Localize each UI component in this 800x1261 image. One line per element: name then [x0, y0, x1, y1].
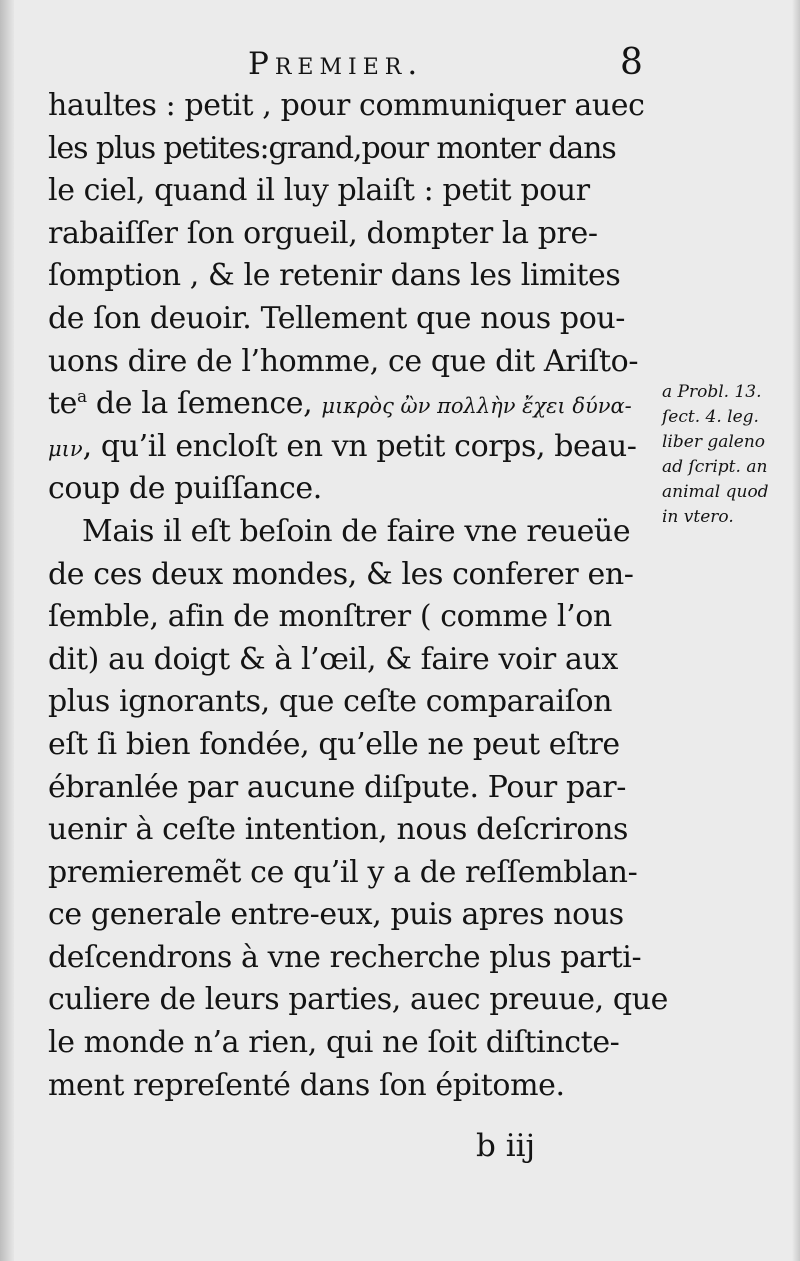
text-line-greek-end [48, 426, 653, 469]
marginal-note-line: a Probl. 13. [662, 382, 762, 402]
text-line: ébranlée par aucune diſpute. Pour par- [48, 769, 626, 805]
marginal-note-line: animal quod [662, 482, 769, 502]
marginal-note-line: in vtero. [662, 507, 734, 527]
greek-quotation-end: μιν [48, 436, 83, 461]
marginal-note [662, 380, 797, 530]
text-fragment: , qu’il encloſt en vn petit corps, beau- [82, 428, 637, 464]
text-line: coup de puiſſance. [48, 471, 322, 507]
text-line: de ces deux mondes, & les conferer en- [48, 556, 634, 592]
paragraph-start-line: Mais il eſt beſoin de faire vne reueüe [82, 513, 631, 549]
text-line: uenir à ceſte intention, nous deſcrirons [48, 812, 629, 848]
text-line: culiere de leurs parties, auec preuue, que [48, 982, 668, 1018]
signature-mark: b iij [476, 1128, 536, 1164]
text-line: dit) au doigt & à l’œil, & faire voir aux [48, 641, 618, 677]
page-header [0, 40, 800, 90]
text-line-aristotle [48, 383, 653, 426]
text-line: de ſon deuoir. Tellement que nous pou- [48, 300, 626, 336]
text-line: rabaiſſer ſon orgueil, dompter la pre- [48, 215, 598, 251]
text-line: le ciel, quand il luy plaiſt : petit pour [48, 173, 590, 209]
text-line [48, 1107, 653, 1150]
text-line: les plus petites:grand,pour monter dans [48, 130, 616, 166]
marginal-note-line: ad ſcript. an [662, 457, 768, 477]
text-line: uons dire de l’homme, ce que dit Ariſto- [48, 343, 639, 379]
text-line: ment repreſenté dans ſon épitome. [48, 1067, 565, 1103]
page-number: 8 [620, 42, 643, 83]
text-fragment: de la ſemence, [86, 386, 322, 422]
footnote-marker: a [77, 387, 87, 408]
marginal-note-line: ſect. 4. leg. [662, 407, 759, 427]
marginal-note-line: liber galeno [662, 432, 766, 452]
text-line: le monde n’a rien, qui ne ſoit diſtincte- [48, 1025, 620, 1061]
greek-quotation: μικρὸς ὢν πολλὴν ἔχει δύνα- [321, 394, 632, 419]
text-fragment: te [48, 386, 78, 422]
text-line: deſcendrons à vne recherche plus parti- [48, 939, 642, 975]
text-line: ce generale entre-eux, puis apres nous [48, 897, 624, 933]
text-line: eſt ſi bien fondée, qu’elle ne peut eſtre [48, 726, 620, 762]
main-text-block [48, 85, 668, 1150]
text-line: ſomption , & le retenir dans les limites [48, 258, 621, 294]
text-line: plus ignorants, que ceſte comparaiſon [48, 684, 613, 720]
running-head: Premier. [248, 46, 424, 82]
text-line: haultes : petit , pour communiquer auec [48, 88, 645, 123]
text-line: ſemble, afin de monſtrer ( comme l’on [48, 599, 612, 635]
text-line: premieremẽt ce qu’il y a de reſſemblan- [48, 854, 638, 890]
